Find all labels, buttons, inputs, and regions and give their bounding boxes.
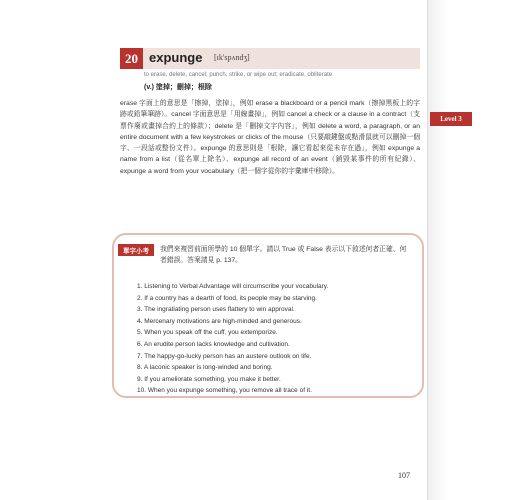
entry-definition-zh: (v.) 塗掉；刪掉；根除 [144,84,212,91]
entry-body-paragraph: erase 字面上的意思是「擦掉，塗掉」，例如 erase a blackboard or a pencil mark（擦掉黑板上的字跡或鉛筆筆跡）。cancel 字面意思是「用線畫掉」，例如 cancel a check or a clause in a contract（支票作廢或畫掉合約上的條款）；delete 是「刪掉文字內容」，例如 delete a word, a paragraph, or an entire document with a few keystrokes or clicks of the mouse（只要敲鍵盤或點滑鼠就可以刪掉一個字、一段話或整份文件）。expunge 的意思則是「根除，讓它看起來從未存在過」，例如 expunge a name from a list（從名單上除名）、expunge all record of an event（銷毀某事件的所有紀錄）、expunge a word from your vocabulary（把一個字從你的字彙庫中移除）。 [120,100,420,175]
quiz-item: 8. A laconic speaker is long-winded and boring. [137,364,273,372]
entry-number: 20 [120,48,143,69]
quiz-item: 9. If you ameliorate something, you make it better. [137,375,281,383]
quiz-item: 10. When you expunge something, you remove all trace of it. [137,387,312,395]
quiz-item: 5. When you speak off the cuff, you extemporize. [137,329,278,337]
quiz-item: 4. Mercenary motivations are high-minded and generous. [137,317,302,325]
quiz-intro: 我們來複習前面所學的 10 個單字。請以 True 或 False 表示以下敘述何者正確、何者錯誤。答案請見 p. 137。 [160,246,407,264]
page-number: 107 [398,471,410,480]
quiz-item: 3. The ingratiating person uses flattery to win approval. [137,306,295,314]
entry-pronunciation: [ɪk'spʌndʒ] [214,53,250,62]
quiz-item: 6. An erudite person lacks knowledge and cultivation. [137,340,290,348]
page-edge-line [427,0,428,500]
quiz-label: 單字小考 [118,244,154,256]
entry-headword: expunge [149,50,203,65]
quiz-list [137,281,417,397]
page-edge-shadow [428,0,520,500]
quiz-item: 7. The happy-go-lucky person has an austere outlook on life. [137,352,312,360]
quiz-item: 1. Listening to Verbal Advantage will circumscribe your vocabulary. [137,283,329,290]
level-tab: Level 3 [430,112,472,126]
entry-definition-en: to erase, delete, cancel; punch, strike, or wipe out; eradicate, obliterate [144,72,333,78]
quiz-item: 2. If a country has a dearth of food, its people may be starving. [137,294,317,302]
